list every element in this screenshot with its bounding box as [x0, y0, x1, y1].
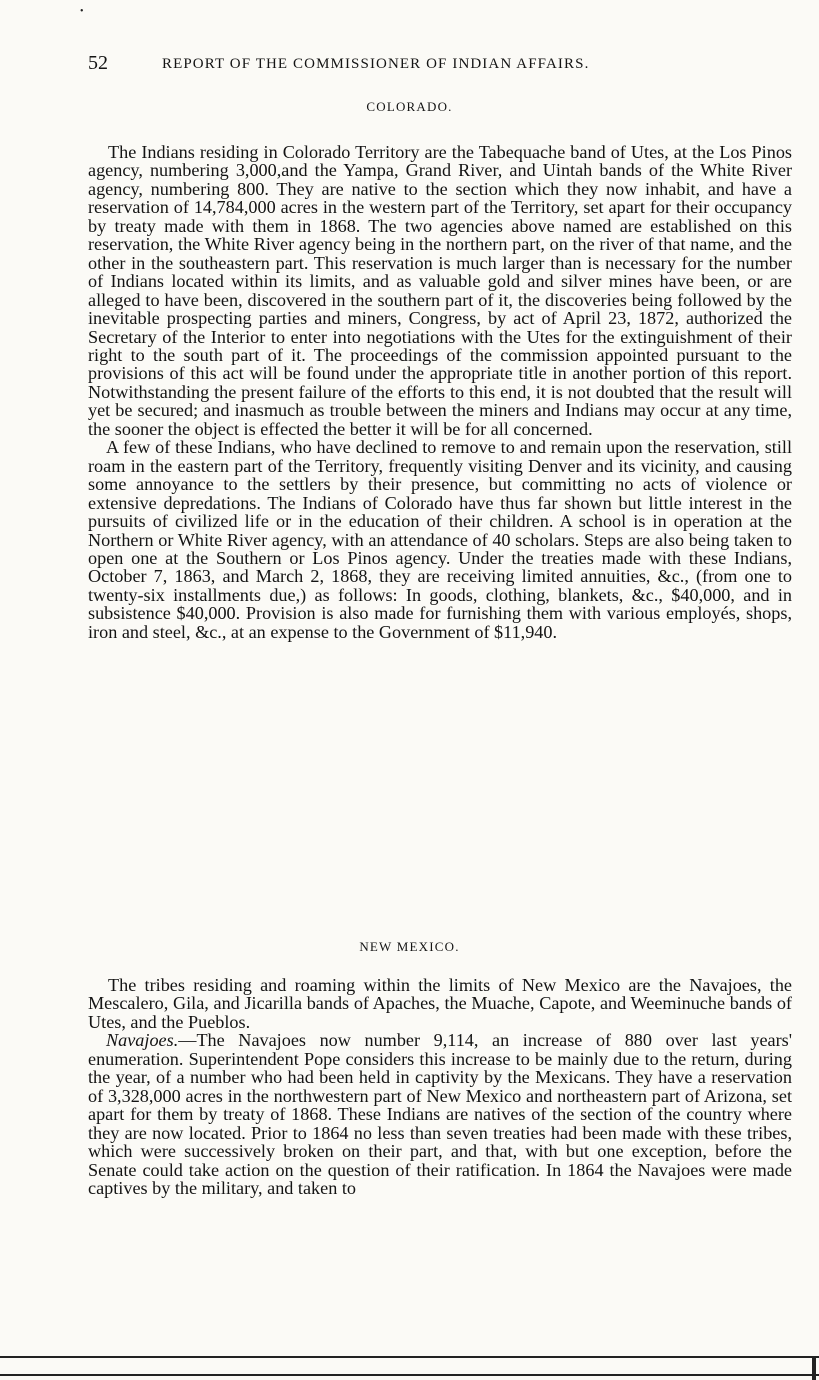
navajoes-lead: Navajoes. [106, 1030, 179, 1051]
section-heading-new-mexico: NEW MEXICO. [359, 939, 460, 954]
new-mexico-paragraph-1: The tribes residing and roaming within the limits of New Mexico are the Navajoes, the Mescalero, Gila, and Jicarilla bands of Apaches, the Muache, Capote, and Weeminuche bands of Utes, and the Pueblos. [88, 975, 792, 1032]
running-title: REPORT OF THE COMMISSIONER OF INDIAN AFFAIRS. [162, 56, 590, 72]
navajoes-paragraph [88, 1031, 792, 1197]
bottom-border-rule [0, 1356, 819, 1376]
running-head [88, 52, 788, 78]
colorado-paragraph-1: The Indians residing in Colorado Territory are the Tabequache band of Utes, at the Los Pinos agency, numbering 3,000,and the Yampa, Grand River, and Uintah bands of the White River agency, numbering 800. They are native to the section which they now inhabit, and have a reservation of 14,784,000 acres in the western part of the Territory, set apart for their occupancy by treaty made with them in 1868. The two agencies above named are established on this reservation, the White River agency being in the northern part, on the river of that name, and the other in the southeastern part. This reservation is much larger than is necessary for the number of Indians located within its limits, and as valuable gold and silver mines have been, or are alleged to have been, discovered in the southern part of it, the discoveries being followed by the inevitable prospecting parties and miners, Congress, by act of April 23, 1872, authorized the Secretary of the Interior to enter into negotiations with the Utes for the extinguishment of their right to the south part of it. The proceedings of the commission appointed pursuant to the provisions of this act will be found under the appropriate title in another portion of this report. Notwithstanding the present failure of the efforts to this end, it is not doubted that the result will yet be secured; and inasmuch as trouble between the miners and Indians may occur at any time, the sooner the object is effected the better it will be for all concerned. [88, 142, 792, 439]
colorado-body [88, 143, 792, 641]
right-border-rule [812, 1356, 816, 1380]
section-heading-colorado: COLORADO. [366, 99, 453, 114]
margin-mark: • [80, 6, 84, 17]
page-number: 52 [88, 52, 108, 74]
colorado-paragraph-2: A few of these Indians, who have declined to remove to and remain upon the reservation, still roam in the eastern part of the Territory, frequently visiting Denver and its vicinity, and causing some annoyance to the settlers by their presence, but committing no acts of violence or extensive depredations. The Indians of Colorado have thus far shown but little interest in the pursuits of civilized life or in the education of their children. A school is in operation at the Northern or White River agency, with an attendance of 40 scholars. Steps are also being taken to open one at the Southern or Los Pinos agency. Under the treaties made with these Indians, October 7, 1863, and March 2, 1868, they are receiving limited annuities, &c., (from one to twenty-six installments due,) as follows: In goods, clothing, blankets, &c., $40,000, and in subsistence $40,000. Provision is also made for furnishing them with various employés, shops, iron and steel, &c., at an expense to the Government of $11,940. [88, 437, 792, 642]
navajoes-text: —The Navajoes now number 9,114, an increase of 880 over last years' enumeration. Superintendent Pope considers this increase to be mainly due to the return, during the year, of a number who had been held in captivity by the Mexicans. They have a reservation of 3,328,000 acres in the northwestern part of New Mexico and northeastern part of Arizona, set apart for them by treaty of 1868. These Indians are natives of the section of the country where they are now located. Prior to 1864 no less than seven treaties had been made with these tribes, which were successively broken on their part, and that, with but one exception, before the Senate could take action on the question of their ratification. In 1864 the Navajoes were made captives by the military, and taken to [88, 1030, 792, 1198]
new-mexico-body [88, 976, 792, 1197]
